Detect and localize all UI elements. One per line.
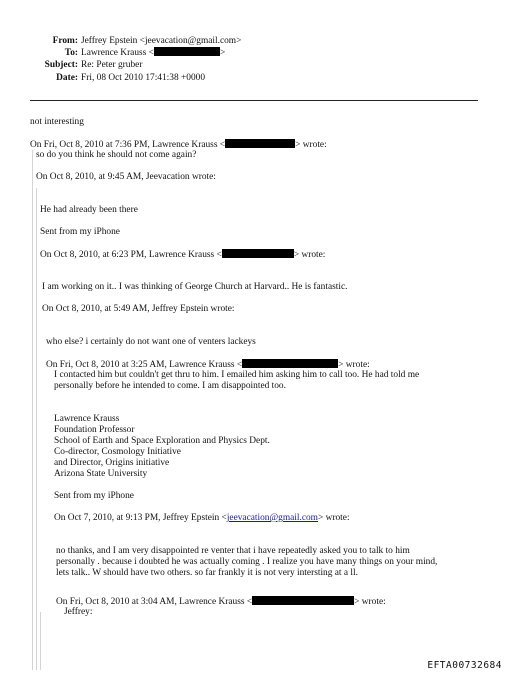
message-body: Jeffrey: bbox=[64, 607, 93, 617]
signature-line: Foundation Professor bbox=[54, 425, 135, 435]
attribution-text: > wrote: bbox=[295, 140, 327, 150]
header-to bbox=[0, 47, 225, 59]
date-value: Fri, 08 Oct 2010 17:41:38 +0000 bbox=[81, 73, 206, 83]
attribution-text: > wrote: bbox=[317, 513, 350, 523]
message-body: personally . because i doubted he was actually coming . I realize you have many things on your mind, bbox=[56, 557, 438, 567]
signature-line: Arizona State University bbox=[54, 469, 148, 479]
attribution-text: On Fri, Oct 8, 2010 at 7:36 PM, Lawrence Krauss < bbox=[30, 140, 226, 150]
signature-line: Sent from my iPhone bbox=[40, 227, 120, 237]
message-body: I contacted him but couldn't get thru to him. I emailed him asking him to call too. He had told me bbox=[54, 370, 420, 380]
attribution-text: > wrote: bbox=[293, 250, 326, 260]
message-body: personally before he intended to come. I am disappointed too. bbox=[54, 381, 286, 391]
quote-bar bbox=[32, 150, 33, 670]
from-label: From: bbox=[52, 36, 78, 46]
subject-label: Subject: bbox=[44, 60, 78, 70]
header-subject bbox=[0, 59, 142, 71]
message-body: He had already been there bbox=[40, 205, 138, 215]
redaction-box bbox=[225, 139, 295, 148]
signature-line: School of Earth and Space Exploration and Physics Dept. bbox=[54, 436, 270, 446]
to-label: To: bbox=[64, 48, 78, 58]
message-body: I am working on it.. I was thinking of George Church at Harvard.. He is fantastic. bbox=[42, 282, 348, 292]
attribution-text: > wrote: bbox=[354, 597, 386, 607]
quote-attribution bbox=[56, 596, 386, 608]
attribution-text: On Oct 8, 2010, at 6:23 PM, Lawrence Krauss < bbox=[40, 250, 222, 260]
signature-line: Sent from my iPhone bbox=[54, 491, 134, 501]
header-date bbox=[0, 72, 205, 84]
redaction-box bbox=[252, 596, 354, 605]
attribution-text: On Fri, Oct 8, 2010 at 3:04 AM, Lawrence Krauss < bbox=[56, 597, 253, 607]
subject-value: Re: Peter gruber bbox=[81, 60, 143, 70]
date-label: Date: bbox=[56, 73, 78, 83]
message-body: no thanks, and I am very disappointed re venter that i have repeatedly asked you to talk to him bbox=[56, 546, 410, 556]
redaction-box bbox=[222, 249, 294, 258]
message-body: so do you think he should not come again? bbox=[36, 150, 197, 160]
to-suffix: > bbox=[219, 48, 226, 58]
signature-line: and Director, Origins initiative bbox=[54, 458, 170, 468]
message-body: lets talk.. W should have two others. so far frankly it is not very intersting at a ll. bbox=[56, 568, 358, 578]
to-prefix: Lawrence Krauss < bbox=[81, 48, 154, 58]
quote-attribution: On Oct 8, 2010, at 9:45 AM, Jeevacation wrote: bbox=[36, 172, 216, 182]
quote-attribution: On Oct 8, 2010, at 5:49 AM, Jeffrey Epstein wrote: bbox=[42, 304, 235, 314]
quote-attribution bbox=[54, 513, 350, 524]
message-body: who else? i certainly do not want one of venters lackeys bbox=[46, 337, 256, 347]
redaction-box bbox=[154, 47, 220, 56]
signature-line: Lawrence Krauss bbox=[54, 414, 120, 424]
attribution-text: On Fri, Oct 8, 2010 at 3:25 AM, Lawrence Krauss < bbox=[46, 360, 243, 370]
header-divider bbox=[30, 100, 478, 101]
quote-bar bbox=[36, 188, 37, 670]
quote-bar bbox=[40, 612, 41, 670]
quote-attribution bbox=[40, 249, 325, 261]
attribution-text: > wrote: bbox=[338, 360, 370, 370]
redaction-box bbox=[242, 359, 338, 368]
header-from bbox=[0, 35, 241, 47]
from-value: Jeffrey Epstein <jeevacation@gmail.com> bbox=[81, 36, 242, 46]
message-body: not interesting bbox=[30, 117, 84, 127]
document-id: EFTA00732684 bbox=[427, 660, 502, 671]
signature-line: Co-director, Cosmology Initiative bbox=[54, 447, 181, 457]
attribution-text: On Oct 7, 2010, at 9:13 PM, Jeffrey Epstein < bbox=[54, 513, 227, 523]
email-link[interactable]: jeevacation@gmail.com bbox=[226, 513, 318, 523]
